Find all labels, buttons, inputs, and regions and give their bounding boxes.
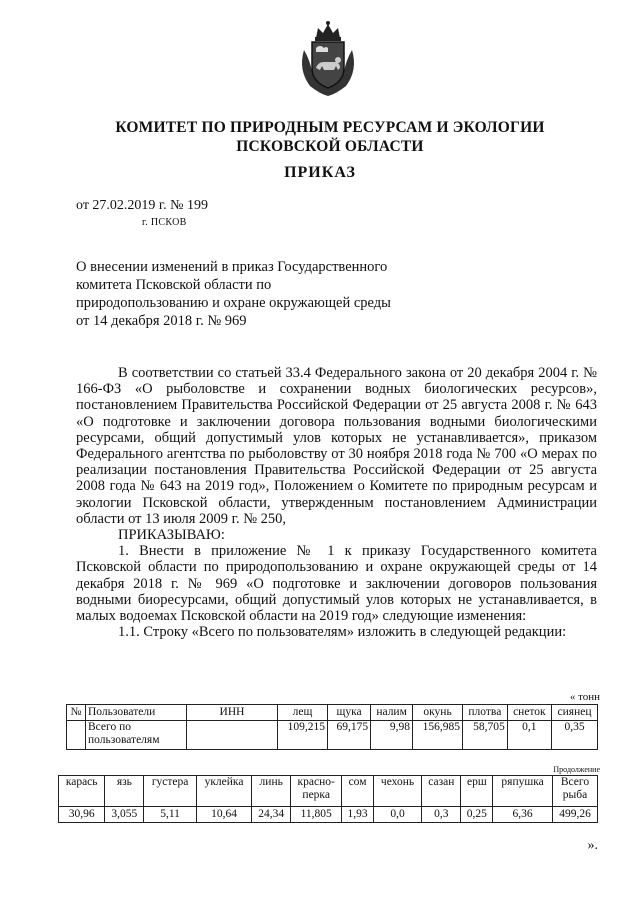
- table-cell: 6,36: [493, 807, 553, 823]
- table-cell: 5,11: [144, 807, 196, 823]
- table-cell: 0,35: [552, 721, 598, 750]
- table-cell: 9,98: [371, 721, 413, 750]
- table-header-cell: ряпушка: [493, 776, 553, 807]
- table-header-cell: линь: [252, 776, 291, 807]
- table-cell: 156,985: [413, 721, 463, 750]
- table-header-cell: ерш: [461, 776, 493, 807]
- table-cell: 11,805: [291, 807, 342, 823]
- table-cell: 10,64: [196, 807, 251, 823]
- organization-title: [60, 118, 600, 156]
- table-cell: 30,96: [59, 807, 105, 823]
- table-header-cell: окунь: [413, 705, 463, 721]
- table-cell: [67, 721, 86, 750]
- table-cell: Всего по пользователям: [86, 721, 187, 750]
- table-cell: 58,705: [463, 721, 508, 750]
- unit-note: « тонн: [569, 691, 600, 703]
- table-cell: 0,3: [422, 807, 461, 823]
- table-header-cell: Пользователи: [86, 705, 187, 721]
- table-header-cell: язь: [105, 776, 144, 807]
- table-header-row: [67, 705, 598, 721]
- table-cell: 69,175: [327, 721, 370, 750]
- table-cell: [187, 721, 278, 750]
- table-cell: 1,93: [342, 807, 374, 823]
- table-header-cell: плотва: [463, 705, 508, 721]
- table-header-cell: сазан: [422, 776, 461, 807]
- table-cell: 109,215: [278, 721, 328, 750]
- table-header-cell: чехонь: [373, 776, 421, 807]
- continuation-note: Продолжение: [553, 765, 600, 774]
- table-header-cell: щука: [327, 705, 370, 721]
- order-word: ПРИКАЗЫВАЮ:: [118, 527, 225, 544]
- table-header-cell: налим: [371, 705, 413, 721]
- pskov-coat-of-arms-icon: [296, 20, 360, 98]
- table-header-cell: сом: [342, 776, 374, 807]
- order-place: г. ПСКОВ: [142, 217, 187, 228]
- table-header-cell: уклейка: [196, 776, 251, 807]
- organization-title-line1: КОМИТЕТ ПО ПРИРОДНЫМ РЕСУРСАМ И ЭКОЛОГИИ: [115, 119, 545, 136]
- document-type-heading: ПРИКАЗ: [284, 164, 356, 181]
- table-cell: 24,34: [252, 807, 291, 823]
- table-header-cell: густера: [144, 776, 196, 807]
- table-cell: 0,25: [461, 807, 493, 823]
- table-cell: 499,26: [553, 807, 598, 823]
- order-date-number: от 27.02.2019 г. № 199: [76, 198, 208, 213]
- table-header-cell: карась: [59, 776, 105, 807]
- users-total-table: [66, 704, 598, 750]
- organization-title-line2: ПСКОВСКОЙ ОБЛАСТИ: [236, 138, 424, 155]
- table-row: [59, 807, 598, 823]
- table-header-cell: сиянец: [552, 705, 598, 721]
- table-header-cell: ИНН: [187, 705, 278, 721]
- table-cell: 3,055: [105, 807, 144, 823]
- table-cell: 0,0: [373, 807, 421, 823]
- order-body: [76, 365, 597, 640]
- preamble-paragraph: В соответствии со статьей 33.4 Федерального закона от 20 декабря 2004 г. № 166-ФЗ «О рыболовстве и сохранении водных биологических ресурсов», постановлением Правительства Российской Федерации от 25 августа 2008 г. № 643 «О подготовке и заключении договора пользования водными биологическими ресурсами, общий допустимый улов которых не устанавливается», приказом Федерального агентства по рыболовству от 30 ноября 2018 года № 700 «О мерах по реализации постановления Правительства Российской Федерации от 25 августа 2008 года № 643 на 2019 год», Положением о Комитете по природным ресурсам и экологии Псковской области, утвержденным постановлением Администрации области от 13 июля 2009 г. № 250,: [76, 365, 597, 527]
- table-row: [67, 721, 598, 750]
- table-header-cell: красно-перка: [291, 776, 342, 807]
- table-header-cell: лещ: [278, 705, 328, 721]
- item-1-1-paragraph: 1.1. Строку «Всего по пользователям» изложить в следующей редакции:: [118, 624, 567, 641]
- table-header-row: [59, 776, 598, 807]
- order-subject: О внесении изменений в приказ Государственного комитета Псковской области по природопользованию и охране окружающей среды от 14 декабря 2018 г. № 969: [76, 259, 391, 329]
- closing-quote-mark: ».: [587, 838, 598, 853]
- species-table-continuation: [58, 775, 598, 823]
- table-header-cell: снеток: [507, 705, 551, 721]
- item-1-paragraph: 1. Внести в приложение № 1 к приказу Государственного комитета Псковской области по природопользованию и охране окружающей среды от 14 декабря 2018 г. № 969 «О подготовке и заключении договоров пользования водными биоресурсами, общий допустимый улов которых не устанавливается, в малых водоемах Псковской области на 2019 год» следующие изменения:: [76, 543, 597, 625]
- table-cell: 0,1: [507, 721, 551, 750]
- table-header-cell: Всего рыба: [553, 776, 598, 807]
- table-header-cell: №: [67, 705, 86, 721]
